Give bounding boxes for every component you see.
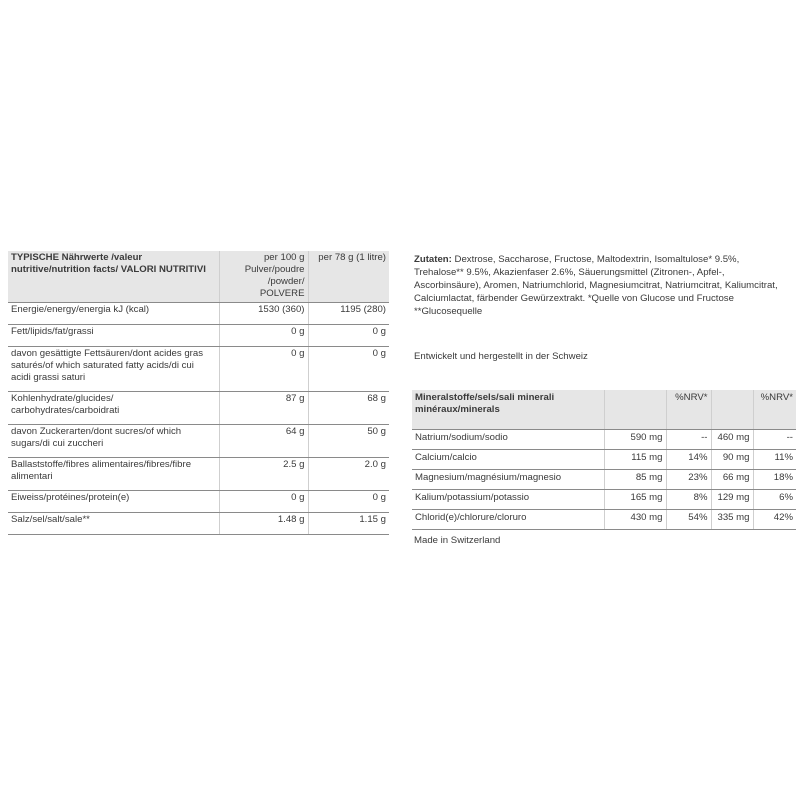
nutrient-value-78g: 0 g (308, 325, 389, 347)
mineral-nrv-100g: 14% (666, 450, 711, 470)
nutrient-value-100g: 0 g (219, 325, 308, 347)
table-row (8, 491, 389, 513)
table-row (8, 513, 389, 535)
minerals-header-blank (711, 390, 753, 430)
nutrient-label: Fett/lipids/fat/grassi (8, 325, 219, 347)
table-row (8, 347, 389, 392)
nutrient-label: davon gesättigte Fettsäuren/dont acides gras saturés/of which saturated fatty acids/di cui acidi grassi saturi (8, 347, 219, 392)
nutrition-header-per-78g: per 78 g (1 litre) (308, 251, 389, 303)
mineral-label: Kalium/potassium/potassio (412, 490, 604, 510)
nutrient-label: Energie/energy/energia kJ (kcal) (8, 303, 219, 325)
nutrient-value-78g: 50 g (308, 425, 389, 458)
table-row (412, 450, 796, 470)
ingredients-list: Dextrose, Saccharose, Fructose, Maltodextrin, Isomaltulose* 9.5%, Trehalose** 9.5%, Akazienfaser 2.6%, Säuerungsmittel (Zitronen-, Apfel-, Ascorbinsäure), Aromen, Natriumchlorid, Magnesiumcitrat, Natriumcitrat, Kaliumcitrat, Calciumlactat, färbender Gewürzextrakt. *Quelle von Glucose und Fructose **Glucosequelle (414, 254, 778, 317)
mineral-value-100g: 590 mg (604, 430, 666, 450)
nutrition-header-label: TYPISCHE Nährwerte /valeur nutritive/nutrition facts/ VALORI NUTRITIVI (8, 251, 219, 303)
table-row (8, 458, 389, 491)
mineral-nrv-100g: -- (666, 430, 711, 450)
mineral-nrv-100g: 54% (666, 510, 711, 530)
mineral-value-100g: 115 mg (604, 450, 666, 470)
mineral-value-100g: 430 mg (604, 510, 666, 530)
table-row (8, 425, 389, 458)
minerals-header-row (412, 390, 796, 430)
minerals-header-nrv-1: %NRV* (666, 390, 711, 430)
mineral-nrv-78g: -- (753, 430, 796, 450)
minerals-header-blank (604, 390, 666, 430)
table-row (412, 510, 796, 530)
mineral-nrv-78g: 6% (753, 490, 796, 510)
mineral-value-100g: 85 mg (604, 470, 666, 490)
mineral-nrv-100g: 23% (666, 470, 711, 490)
table-row (8, 303, 389, 325)
nutrient-value-78g: 0 g (308, 347, 389, 392)
mineral-nrv-78g: 18% (753, 470, 796, 490)
nutrient-label: davon Zuckerarten/dont sucres/of which sugars/di cui zuccheri (8, 425, 219, 458)
nutrient-label: Salz/sel/salt/sale** (8, 513, 219, 535)
nutrient-value-78g: 2.0 g (308, 458, 389, 491)
nutrient-value-100g: 87 g (219, 392, 308, 425)
minerals-table (412, 390, 796, 530)
nutrition-table (8, 251, 389, 535)
mineral-value-78g: 335 mg (711, 510, 753, 530)
nutrient-value-78g: 68 g (308, 392, 389, 425)
mineral-nrv-78g: 11% (753, 450, 796, 470)
mineral-label: Magnesium/magnésium/magnesio (412, 470, 604, 490)
mineral-label: Natrium/sodium/sodio (412, 430, 604, 450)
mineral-value-78g: 66 mg (711, 470, 753, 490)
minerals-header-nrv-2: %NRV* (753, 390, 796, 430)
mineral-label: Chlorid(e)/chlorure/cloruro (412, 510, 604, 530)
nutrient-value-78g: 1195 (280) (308, 303, 389, 325)
table-row (412, 430, 796, 450)
nutrient-value-100g: 1.48 g (219, 513, 308, 535)
nutrient-value-100g: 0 g (219, 347, 308, 392)
table-row (412, 490, 796, 510)
ingredients-label: Zutaten: (414, 254, 452, 265)
nutrient-label: Eiweiss/protéines/protein(e) (8, 491, 219, 513)
table-row (412, 470, 796, 490)
mineral-nrv-100g: 8% (666, 490, 711, 510)
nutrition-header-row (8, 251, 389, 303)
nutrition-header-per-100g: per 100 g Pulver/poudre /powder/ POLVERE (219, 251, 308, 303)
nutrient-value-78g: 0 g (308, 491, 389, 513)
mineral-value-78g: 460 mg (711, 430, 753, 450)
minerals-header-label: Mineralstoffe/sels/sali minerali minéraux/minerals (412, 390, 604, 430)
mineral-label: Calcium/calcio (412, 450, 604, 470)
nutrient-value-78g: 1.15 g (308, 513, 389, 535)
nutrient-label: Ballaststoffe/fibres alimentaires/fibres/fibre alimentari (8, 458, 219, 491)
nutrient-value-100g: 1530 (360) (219, 303, 308, 325)
nutrient-value-100g: 64 g (219, 425, 308, 458)
mineral-value-78g: 90 mg (711, 450, 753, 470)
made-in-note: Made in Switzerland (414, 535, 501, 546)
mineral-value-78g: 129 mg (711, 490, 753, 510)
mineral-nrv-78g: 42% (753, 510, 796, 530)
nutrient-label: Kohlenhydrate/glucides/ carbohydrates/carboidrati (8, 392, 219, 425)
developed-note: Entwickelt und hergestellt in der Schweiz (414, 351, 588, 362)
nutrient-value-100g: 2.5 g (219, 458, 308, 491)
ingredients-text (414, 253, 789, 318)
nutrient-value-100g: 0 g (219, 491, 308, 513)
mineral-value-100g: 165 mg (604, 490, 666, 510)
table-row (8, 325, 389, 347)
table-row (8, 392, 389, 425)
